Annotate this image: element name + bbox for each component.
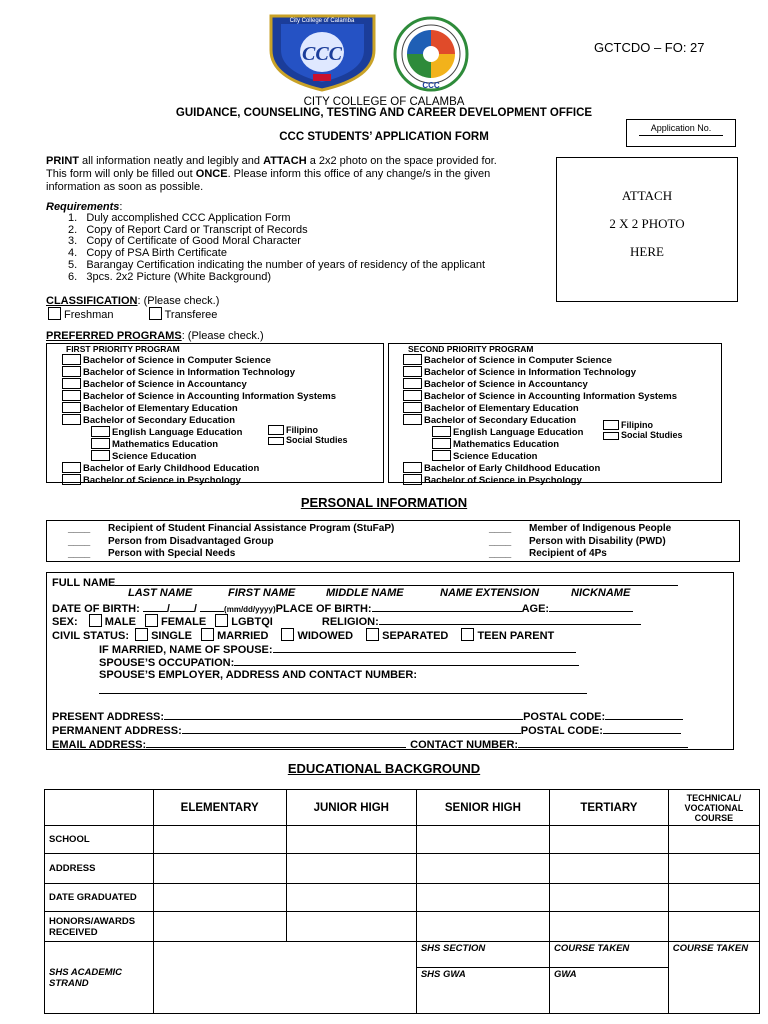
dob-row: DATE OF BIRTH: / / (mm/dd/yyyy)PLACE OF BIRTH: AGE: xyxy=(52,601,633,615)
cell-input[interactable] xyxy=(286,884,416,912)
program-checkbox[interactable] xyxy=(62,366,81,377)
widowed-checkbox[interactable] xyxy=(281,628,294,641)
cell-input[interactable] xyxy=(668,884,759,912)
requirement-item: 1. Duly accomplished CCC Application Form xyxy=(68,212,291,224)
transferee-label: Transferee xyxy=(164,309,218,321)
permanent-postal-input[interactable] xyxy=(603,723,681,734)
requirement-item: 4. Copy of PSA Birth Certificate xyxy=(68,247,227,260)
row-honors: HONORS/AWARDS RECEIVED xyxy=(45,912,154,942)
gctcdo-logo xyxy=(387,16,475,94)
contact-number-input[interactable] xyxy=(518,737,688,748)
cell-input[interactable] xyxy=(286,912,416,942)
program-checkbox[interactable] xyxy=(403,474,422,485)
permanent-address-input[interactable] xyxy=(182,723,521,734)
major-checkbox[interactable] xyxy=(91,438,110,449)
shs-gwa-label: SHS GWA xyxy=(416,968,549,1014)
spouse-name-row: IF MARRIED, NAME OF SPOUSE: xyxy=(99,642,576,656)
cell-input[interactable] xyxy=(286,854,416,884)
special-group-left: ____ Recipient of Student Financial Assistance Program (StuFaP) ____ Person from Disadvantaged Group ____ Person with Special Needs xyxy=(68,523,395,559)
education-table xyxy=(44,789,760,1014)
cell-input[interactable] xyxy=(549,826,668,854)
teen-parent-checkbox[interactable] xyxy=(461,628,474,641)
logo1-name: City College of Calamba xyxy=(289,18,355,24)
program-checkbox[interactable] xyxy=(62,354,81,365)
col-technical: TECHNICAL/ VOCATIONAL COURSE xyxy=(668,790,759,826)
major-checkbox[interactable] xyxy=(91,426,110,437)
major-checkbox[interactable] xyxy=(603,420,619,430)
single-checkbox[interactable] xyxy=(135,628,148,641)
transferee-checkbox[interactable] xyxy=(149,307,162,320)
email-input[interactable] xyxy=(146,737,406,748)
cell-input[interactable] xyxy=(668,912,759,942)
program-checkbox[interactable] xyxy=(403,390,422,401)
cell-input[interactable] xyxy=(153,884,286,912)
separated-checkbox[interactable] xyxy=(366,628,379,641)
dob-month-input[interactable] xyxy=(143,601,167,612)
row-school: SCHOOL xyxy=(45,826,154,854)
freshman-checkbox[interactable] xyxy=(48,307,61,320)
program-checkbox[interactable] xyxy=(62,378,81,389)
program-checkbox[interactable] xyxy=(62,474,81,485)
cell-input[interactable] xyxy=(153,912,286,942)
female-checkbox[interactable] xyxy=(145,614,158,627)
cell-input[interactable] xyxy=(549,854,668,884)
major-checkbox[interactable] xyxy=(432,450,451,461)
place-of-birth-input[interactable] xyxy=(372,601,522,612)
photo-line-3: HERE xyxy=(630,244,664,259)
lgbtqi-checkbox[interactable] xyxy=(215,614,228,627)
second-priority-title: SECOND PRIORITY PROGRAM xyxy=(408,344,534,354)
program-checkbox[interactable] xyxy=(62,390,81,401)
spouse-employer-row: SPOUSE’S EMPLOYER, ADDRESS AND CONTACT NUMBER: xyxy=(99,669,418,681)
personal-info-title: PERSONAL INFORMATION xyxy=(300,495,468,510)
spouse-employer-input[interactable] xyxy=(99,693,587,694)
cell-input[interactable] xyxy=(153,854,286,884)
age-input[interactable] xyxy=(549,601,633,612)
photo-line-1: ATTACH xyxy=(621,188,673,203)
married-checkbox[interactable] xyxy=(201,628,214,641)
full-name-row: FULL NAME xyxy=(52,575,678,589)
tech-course-taken-label: COURSE TAKEN xyxy=(668,942,759,1014)
program-checkbox[interactable] xyxy=(403,354,422,365)
major-checkbox[interactable] xyxy=(432,438,451,449)
shs-strand-input[interactable] xyxy=(153,942,416,1014)
requirement-item: 2. Copy of Report Card or Transcript of Records xyxy=(68,223,308,236)
first-priority-list: Bachelor of Science in Computer Science Bachelor of Science in Information Technology Bachelor of Science in Accountancy Bachelor of Science in Accounting Information Systems Bachelor of Elementary Education Bachelor of Secondary Education English Language Education Mathematics Education Science Education Bachelor of Early Childhood Education Bachelor of Science in Psychology xyxy=(62,354,336,486)
requirement-item: 3. Copy of Certificate of Good Moral Character xyxy=(68,235,301,248)
row-date-graduated: DATE GRADUATED xyxy=(45,884,154,912)
sex-row: SEX: MALE FEMALE LGBTQI RELIGION: xyxy=(52,614,641,628)
email-row: EMAIL ADDRESS: CONTACT NUMBER: xyxy=(52,737,688,751)
cell-input[interactable] xyxy=(286,826,416,854)
requirements-label: Requirements: xyxy=(46,201,123,213)
second-priority-list: Bachelor of Science in Computer Science Bachelor of Science in Information Technology Bachelor of Science in Accountancy Bachelor of Science in Accounting Information Systems Bachelor of Elementary Education Bachelor of Secondary Education English Language Education Mathematics Education Science Education Bachelor of Early Childhood Education Bachelor of Science in Psychology xyxy=(403,354,677,486)
program-checkbox[interactable] xyxy=(403,402,422,413)
second-majors-right: Filipino Social Studies xyxy=(603,420,683,440)
special-group-right: ____ Member of Indigenous People ____ Person with Disability (PWD) ____ Recipient of 4Ps xyxy=(489,523,672,559)
male-checkbox[interactable] xyxy=(89,614,102,627)
program-checkbox[interactable] xyxy=(403,366,422,377)
application-no-box[interactable] xyxy=(626,119,736,147)
classification-heading: CLASSIFICATION: (Please check.) xyxy=(46,295,220,307)
cell-input[interactable] xyxy=(549,884,668,912)
major-checkbox[interactable] xyxy=(603,432,619,440)
requirement-item: 5. Barangay Certification indicating the number of years of residency of the applicant xyxy=(68,258,486,271)
col-tertiary: TERTIARY xyxy=(549,790,668,826)
logo2-initials: CCC xyxy=(422,81,440,90)
civil-status-row: CIVIL STATUS: SINGLE MARRIED WIDOWED SEPARATED TEEN PARENT xyxy=(52,630,555,642)
photo-line-2: 2 X 2 PHOTO xyxy=(609,216,685,231)
dob-year-input[interactable] xyxy=(200,601,224,612)
program-checkbox[interactable] xyxy=(62,402,81,413)
row-address: ADDRESS xyxy=(45,854,154,884)
col-elementary: ELEMENTARY xyxy=(153,790,286,826)
freshman-label: Freshman xyxy=(64,309,114,321)
cell-input[interactable] xyxy=(668,854,759,884)
religion-input[interactable] xyxy=(379,614,641,625)
cell-input[interactable] xyxy=(416,854,549,884)
program-checkbox[interactable] xyxy=(62,462,81,473)
spouse-occupation-row: SPOUSE’S OCCUPATION: xyxy=(99,655,579,669)
dob-day-input[interactable] xyxy=(170,601,194,612)
form-title: CCC STUDENTS’ APPLICATION FORM xyxy=(279,131,489,143)
spouse-name-input[interactable] xyxy=(273,642,576,653)
office-name: GUIDANCE, COUNSELING, TESTING AND CAREER DEVELOPMENT OFFICE xyxy=(175,107,593,119)
permanent-address-row: PERMANENT ADDRESS: POSTAL CODE: xyxy=(52,723,681,737)
col-junior-high: JUNIOR HIGH xyxy=(286,790,416,826)
major-checkbox[interactable] xyxy=(268,437,284,445)
present-address-row: PRESENT ADDRESS: POSTAL CODE: xyxy=(52,709,683,723)
major-checkbox[interactable] xyxy=(91,450,110,461)
row-shs-strand: SHS ACADEMIC STRAND xyxy=(45,942,154,1014)
classification-options xyxy=(48,307,217,321)
cell-input[interactable] xyxy=(416,884,549,912)
course-taken-label: COURSE TAKEN xyxy=(549,942,668,968)
col-senior-high: SENIOR HIGH xyxy=(416,790,549,826)
college-name: CITY COLLEGE OF CALAMBA xyxy=(303,96,465,108)
present-postal-input[interactable] xyxy=(605,709,683,720)
photo-box[interactable] xyxy=(556,157,738,302)
program-checkbox[interactable] xyxy=(403,414,422,425)
cell-input[interactable] xyxy=(668,826,759,854)
ccc-logo xyxy=(265,12,380,92)
cell-input[interactable] xyxy=(416,826,549,854)
instructions: PRINT all information neatly and legibly and ATTACH a 2x2 photo on the space provided for. This form will only be filled out ONCE. Please inform this office of any change/s in the given information as soon as possible. xyxy=(46,155,497,193)
shs-section-label: SHS SECTION xyxy=(416,942,549,968)
form-code: GCTCDO – FO: 27 xyxy=(594,40,705,55)
first-priority-title: FIRST PRIORITY PROGRAM xyxy=(66,344,180,354)
program-checkbox[interactable] xyxy=(403,378,422,389)
spouse-occupation-input[interactable] xyxy=(234,655,579,666)
program-checkbox[interactable] xyxy=(62,414,81,425)
requirements-list xyxy=(68,213,485,283)
cell-input[interactable] xyxy=(153,826,286,854)
programs-heading: PREFERRED PROGRAMS: (Please check.) xyxy=(46,330,264,342)
first-majors-right: Filipino Social Studies xyxy=(268,425,348,445)
cell-input[interactable] xyxy=(549,912,668,942)
education-title: EDUCATIONAL BACKGROUND xyxy=(287,761,481,776)
present-address-input[interactable] xyxy=(164,709,523,720)
gwa-label: GWA xyxy=(549,968,668,1014)
application-no-label: Application No. xyxy=(650,123,712,133)
full-name-input[interactable] xyxy=(115,575,678,586)
cell-input[interactable] xyxy=(416,912,549,942)
program-checkbox[interactable] xyxy=(403,462,422,473)
requirement-item: 6. 3pcs. 2x2 Picture (White Background) xyxy=(68,270,271,283)
major-checkbox[interactable] xyxy=(432,426,451,437)
major-checkbox[interactable] xyxy=(268,425,284,435)
logo1-initials: CCC xyxy=(301,43,343,65)
